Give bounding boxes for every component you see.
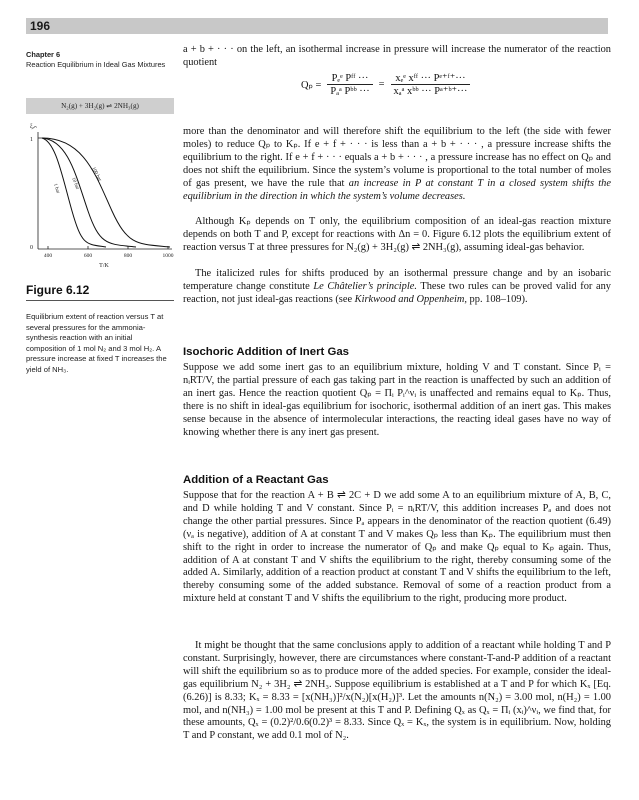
- paragraph-text: These two rules can be proved valid for any reaction, not just ideal-gas reactions (see: [183, 280, 612, 305]
- paragraph-pressure-shift: [183, 126, 611, 203]
- equilibrium-extent-plot: [26, 116, 174, 274]
- page-header-bar: [26, 18, 608, 34]
- paragraph-le-chatelier: [183, 268, 611, 307]
- figure-caption: Equilibrium extent of reaction versus T at several pressures for the ammonia-synthesis reaction with an initial composition of 1 mol N₂ and 3 mol H₂. A pressure increase at fixed T increases the yield of NH₃.: [26, 312, 167, 374]
- equation-rhs2-denominator: xₐᵃ xᵇᵇ ··· Pᵃ⁺ᵇ⁺···: [393, 86, 468, 97]
- reference-authors: Kirkwood and Oppenheim,: [354, 293, 467, 305]
- figure-label: Figure 6.12: [26, 283, 90, 297]
- section-reactant-gas-text-2: It might be thought that the same conclusions apply to addition of a reactant while holding T and P constant. Surprisingly, however, there are circumstances where constant-T-and-P addition of a reactant will shift the equilibrium so as to produce more of the added species. For example, consider the ideal-gas equilibrium N₂ + 3H₂ ⇌ 2NH₃. Suppose equilibrium is established at a T and P for which Kₓ [Eq. (6.26)] is 8.33; Kₓ = 8.33 = [x(NH₃)]²/x(N₂)[x(H₂)]³. Let the amounts n(N₂) = 3.00 mol, n(H₂) = 1.00 mol, and n(NH₃) = 1.00 mol be present at this T and P. Defining Qₓ as Qₓ = Πᵢ (xᵢ)^νᵢ, we find that, for these amounts, Qₓ = (0.2)²/0.6(0.2)³ = 8.33. Since Qₓ = Kₓ, the system is in equilibrium. Now, holding T and P constant, we add 0.1 mol of N₂.: [183, 640, 611, 742]
- section-heading-inert-gas: Isochoric Addition of Inert Gas: [183, 346, 350, 358]
- page-number: 196: [30, 19, 51, 33]
- equation-lhs: Qₚ =: [301, 79, 322, 91]
- x-tick-label: 600: [83, 253, 93, 259]
- section-heading-reactant-gas: Addition of a Reactant Gas: [183, 474, 329, 486]
- curve-label: 10 bar: [70, 176, 80, 191]
- x-tick-label: 400: [43, 253, 53, 259]
- chapter-title: Reaction Equilibrium in Ideal Gas Mixtures: [26, 59, 166, 69]
- section-inert-gas-text: Suppose we add some inert gas to an equilibrium mixture, holding V and T constant. Since Pᵢ = nᵢRT/V, the partial pressure of each gas taking part in the reaction is unaffected by such an addition of an inert gas. Hence the reaction quotient Qₚ = Πᵢ Pᵢ^νᵢ is unaffected and remains equal to Kₚ. Thus, there is no shift in ideal-gas equilibrium for isochoric, isothermal addition of an inert gas. This makes sense because in the absence of intermolecular interactions, the reacting ideal gases have no way of knowing whether there is any inert gas present.: [183, 362, 611, 438]
- le-chatelier-principle: Le Châtelier’s principle.: [313, 280, 417, 292]
- x-tick-label: 1000: [162, 253, 174, 259]
- y-tick-zero: 0: [30, 245, 33, 251]
- paragraph-text: more than the denominator and will therefore shift the equilibrium to the left (the side with fewer moles) to reduce Qₚ to Kₚ. If e + f + · · · is less than a + b + · · · , a pressure increase shifts the equilibrium to the right. If e + f + · · · equals a + b + · · · , a pressure increase has no effect on Qₚ and does not shift the equilibrium. Since the system’s volume is proportional to the total number of moles of gas present, we have the rule that: [183, 126, 611, 189]
- x-axis-label: T/K: [99, 263, 109, 269]
- curve-100-bar: [42, 138, 170, 247]
- equation-rhs1-denominator: Pₐᵃ Pᵇᵇ ···: [330, 85, 370, 97]
- section-reactant-gas-text: Suppose that for the reaction A + B ⇌ 2C + D we add some A to an equilibrium mixture of A, B, C, and D while holding T and V constant. Since Pᵢ = nᵢRT/V, this addition increases Pₐ and does not change the other partial pressures. Since Pₐ appears in the denominator of the reaction quotient (6.49) (νₐ is negative), addition of A at constant T and V makes Qₚ less than Kₚ. The equilibrium must then shift to the right in order to increase the numerator of Qₚ and make Qₚ equal to Kₚ again. Thus, addition of A at constant T and V shifts the equilibrium to the right, thereby consuming some of the added A. Similarly, addition of a reaction product at constant T and V shifts the equilibrium to the left, thereby consuming some of the added substance. Removal of some of a reaction product from a mixture held at constant T and V shifts the equilibrium to the right, producing more product.: [183, 490, 611, 605]
- curve-label: 1 bar: [52, 183, 60, 195]
- chapter-heading: [26, 50, 174, 69]
- y-tick-top: 1: [30, 137, 33, 143]
- chapter-label: Chapter 6: [26, 50, 61, 59]
- paragraph-kp-dependence: Although Kₚ depends on T only, the equilibrium composition of an ideal-gas reaction mixture depends on both T and P, except for reactions with Δn = 0. Figure 6.12 plots the equilibrium extent of reaction versus T at three pressures for N₂(g) + 3H₂(g) ⇌ 2NH₃(g), assuming ideal-gas behavior.: [183, 216, 611, 253]
- intro-paragraph: a + b + · · · on the left, an isothermal increase in pressure will increase the numerator of the reaction quotient: [183, 44, 611, 68]
- paragraph-text: The italicized rules for shifts produced by an isothermal pressure change and by an isobaric temperature change constitute: [183, 268, 611, 292]
- x-tick-label: 800: [123, 253, 133, 259]
- figure-caption-rule: [26, 300, 174, 301]
- y-axis-label: ξₑₙ: [30, 124, 37, 130]
- curve-label: 100 bar: [90, 166, 102, 183]
- reaction-quotient-equation: Qₚ = Pₑᵉ Pᶠᶠ ··· = xₑᵉ xᶠᶠ ··· Pᵉ⁺ᶠ⁺··· Pₐᵃ Pᵇᵇ ··· xₐᵃ xᵇᵇ ··· Pᵃ⁺ᵇ⁺···: [300, 72, 470, 97]
- equation-rhs1-numerator: Pₑᵉ Pᶠᶠ ···: [331, 72, 369, 84]
- pressure-rule-italic: an increase in P at constant T in a closed system shifts the equilibrium in the direction in which the system’s volume decreases.: [183, 177, 611, 202]
- figure-reaction-label: N₂(g) + 3H₂(g) ⇌ 2NH₃(g): [26, 98, 174, 114]
- equation-rhs2-numerator: xₑᵉ xᶠᶠ ··· Pᵉ⁺ᶠ⁺···: [395, 73, 466, 84]
- paragraph-text: pp. 108–109).: [466, 293, 528, 305]
